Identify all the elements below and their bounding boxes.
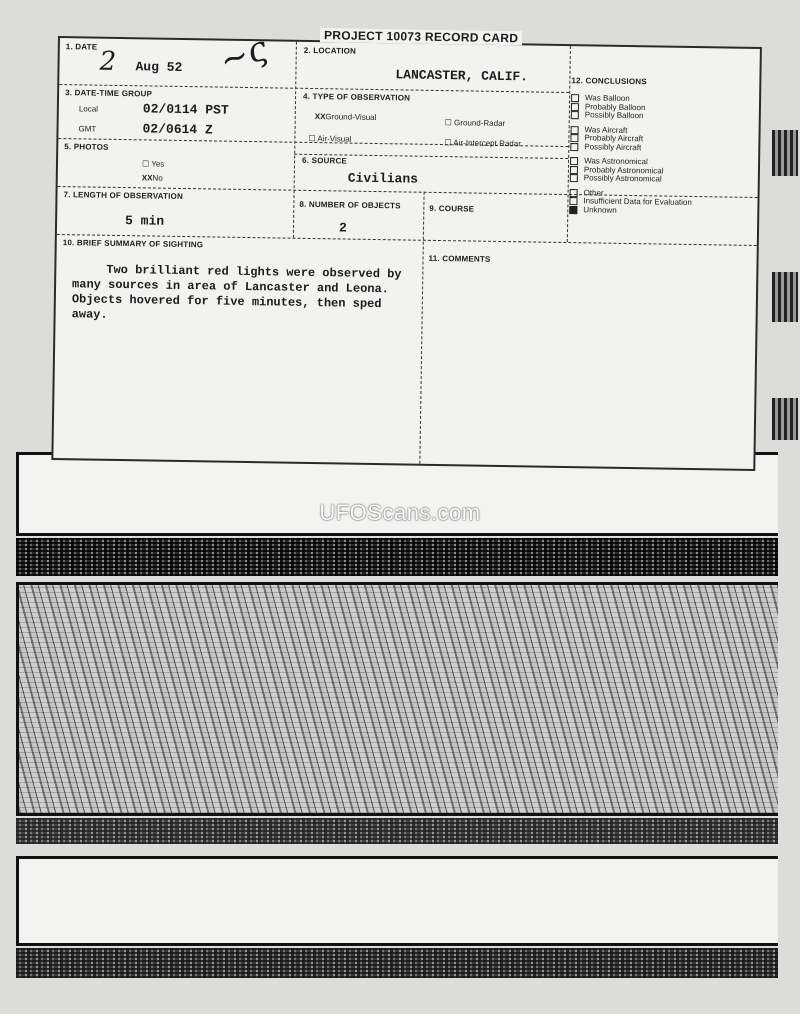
record-card	[51, 28, 762, 471]
photos-yes-option: ☐ Yes	[141, 159, 165, 169]
watermark: UFOScans.com	[319, 500, 481, 525]
checkbox-icon	[570, 166, 578, 174]
location-value: LANCASTER, CALIF.	[395, 67, 529, 85]
checkbox-icon	[570, 134, 578, 142]
scan-redacted-card	[16, 582, 778, 816]
local-label: Local	[78, 104, 99, 114]
photos-label: 5. PHOTOS	[64, 142, 109, 152]
date-value: Aug 52	[135, 59, 183, 75]
number-of-objects-label: 8. NUMBER OF OBJECTS	[299, 199, 401, 211]
date-time-group-label: 3. DATE-TIME GROUP	[65, 88, 153, 99]
source-label: 6. SOURCE	[302, 155, 348, 166]
number-of-objects-value: 2	[338, 220, 347, 236]
conclusion-option-label: Was Astronomical	[584, 156, 648, 167]
card-title: PROJECT 10073 RECORD CARD	[320, 28, 522, 45]
conclusions-label: 12. CONCLUSIONS	[571, 76, 647, 87]
source-value: Civilians	[347, 170, 419, 187]
conclusion-option-label: Was Balloon	[585, 93, 630, 103]
conclusion-option-label: Probably Astronomical	[583, 164, 664, 176]
checkbox-icon	[571, 126, 579, 134]
scan-artifact	[772, 398, 798, 440]
scan-blank-frame	[16, 856, 778, 946]
grid-line	[293, 42, 297, 238]
conclusion-option-label: Probably Balloon	[584, 101, 646, 112]
handwritten-mark: ~ς	[214, 28, 273, 82]
location-label: 2. LOCATION	[303, 45, 357, 56]
checkbox-icon	[569, 197, 577, 205]
checkbox-icon	[571, 111, 579, 119]
comments-label: 11. COMMENTS	[428, 253, 491, 264]
length-of-observation-label: 7. LENGTH OF OBSERVATION	[63, 190, 184, 201]
checkbox-icon	[571, 94, 579, 102]
date-label: 1. DATE	[65, 42, 98, 52]
conclusion-option-label: Probably Aircraft	[584, 133, 644, 144]
gmt-label: GMT	[78, 124, 97, 134]
conclusion-option	[569, 206, 754, 217]
observation-option-ground-visual: XXGround-Visual	[314, 112, 377, 123]
brief-summary-label: 10. BRIEF SUMMARY OF SIGHTING	[62, 238, 204, 250]
observation-option-ground-radar: ☐ Ground-Radar	[444, 118, 506, 129]
scan-artifact	[772, 272, 798, 322]
conclusions-list	[569, 94, 756, 217]
date-handwritten-digit: 2	[99, 46, 117, 77]
grid-line	[419, 192, 424, 464]
conclusion-option-label: Possibly Aircraft	[584, 141, 642, 152]
observation-option-air-intercept-radar: ☐ Air-Intercept Radar	[444, 138, 521, 149]
checkbox-icon	[570, 174, 578, 182]
checked-box-icon	[569, 206, 577, 214]
conclusion-option-label: Was Aircraft	[584, 124, 628, 135]
conclusion-option-label: Other	[583, 187, 604, 198]
length-of-observation-value: 5 min	[124, 213, 165, 229]
conclusion-option-label: Unknown	[583, 204, 617, 215]
scan-noise-band	[16, 538, 778, 576]
photos-no-option: XXNo	[141, 173, 163, 183]
scan-noise-band	[16, 948, 778, 978]
brief-summary-text: Two brilliant red lights were observed by many sources in area of Lancaster and Leona. Objects hovered for five minutes, then sped away.	[71, 262, 402, 322]
type-of-observation-label: 4. TYPE OF OBSERVATION	[303, 91, 411, 103]
checkbox-icon	[570, 189, 578, 197]
checkbox-icon	[570, 157, 578, 165]
scan-artifact	[772, 130, 798, 176]
checkbox-icon	[570, 143, 578, 151]
checkbox-icon	[571, 103, 579, 111]
observation-option-air-visual: ☐ Air-Visual	[308, 133, 352, 144]
scan-noise-band	[16, 818, 778, 844]
course-label: 9. COURSE	[429, 203, 475, 214]
conclusion-option-label: Insufficient Data for Evaluation	[583, 196, 692, 207]
gmt-time-value: 02/0614 Z	[142, 121, 213, 138]
local-time-value: 02/0114 PST	[142, 101, 229, 118]
conclusion-option-label: Possibly Balloon	[584, 110, 644, 121]
conclusion-option-label: Possibly Astronomical	[583, 173, 662, 184]
